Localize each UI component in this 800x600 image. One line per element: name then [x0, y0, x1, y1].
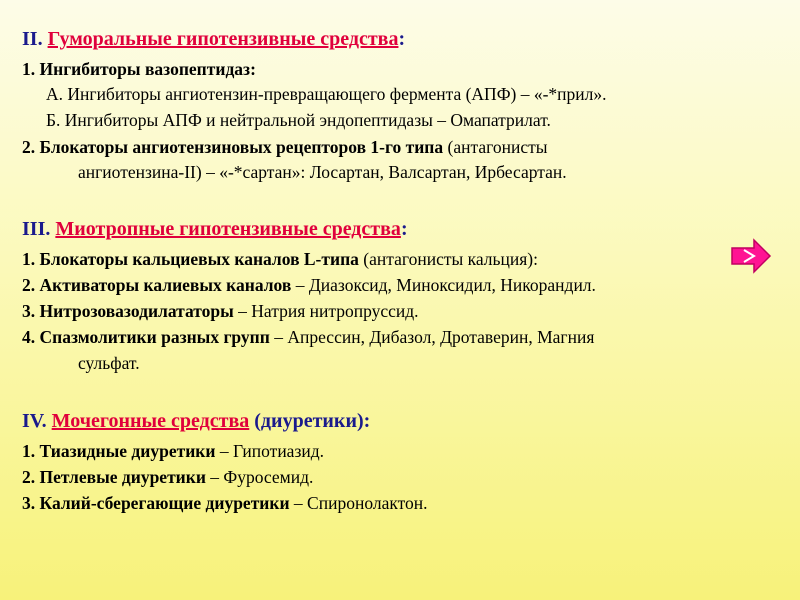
- section-2-roman: II.: [22, 28, 43, 50]
- section-4-item-3: [22, 492, 428, 514]
- section-2-colon: :: [398, 28, 406, 50]
- section-4-heading: [22, 410, 370, 432]
- section-3-item-1: [22, 248, 538, 270]
- section-4-roman: IV.: [22, 410, 47, 432]
- section-3-item-3: [22, 300, 419, 322]
- section-3-colon: :: [400, 218, 408, 240]
- section-3-item-4-text: – Апрессин, Дибазол, Дротаверин, Магния: [269, 327, 595, 347]
- section-2-item-1: [22, 58, 256, 80]
- section-4-paren: (диуретики):: [249, 410, 371, 432]
- section-3-title: Миотропные гипотензивные средства: [55, 218, 401, 240]
- section-2-item-2: [22, 136, 548, 158]
- section-2-item-1b: Б. Ингибиторы АПФ и нейтральной эндопептидазы – Омапатрилат.: [46, 110, 551, 130]
- section-2-item-2-cont: ангиотензина-II) – «-*сартан»: Лосартан, Валсартан, Ирбесартан.: [78, 162, 567, 182]
- section-4-title: Мочегонные средства: [51, 410, 250, 432]
- section-2-item-1-label: 1. Ингибиторы вазопептидаз:: [22, 59, 256, 79]
- section-2-item-2-text: (антагонисты: [443, 137, 548, 157]
- section-3-item-1-label: 1. Блокаторы кальциевых каналов L-типа: [22, 249, 359, 269]
- section-3-item-3-label: 3. Нитрозовазодилататоры: [22, 301, 234, 321]
- section-3-item-1-text: (антагонисты кальция):: [358, 249, 538, 269]
- section-2-item-2-label: 2. Блокаторы ангиотензиновых рецепторов 1-го типа: [22, 137, 444, 157]
- next-arrow-icon[interactable]: [730, 238, 772, 274]
- section-3-item-4-label: 4. Спазмолитики разных групп: [22, 327, 270, 347]
- section-4-item-1: [22, 440, 324, 462]
- section-4-item-3-label: 3. Калий-сберегающие диуретики: [22, 493, 290, 513]
- section-4-item-2: [22, 466, 313, 488]
- section-4-item-2-label: 2. Петлевые диуретики: [22, 467, 206, 487]
- section-2-heading: [22, 28, 405, 50]
- section-4-item-1-text: – Гипотиазид.: [215, 441, 325, 461]
- section-2-item-1a: А. Ингибиторы ангиотензин-превращающего фермента (АПФ) – «-*прил».: [46, 84, 607, 104]
- section-3-item-2-label: 2. Активаторы калиевых каналов: [22, 275, 292, 295]
- section-4-item-2-text: – Фуросемид.: [205, 467, 314, 487]
- section-3-item-4-cont: сульфат.: [78, 353, 140, 373]
- section-3-roman: III.: [22, 218, 51, 240]
- section-3-item-3-text: – Натрия нитропруссид.: [233, 301, 419, 321]
- section-3-heading: [22, 218, 408, 240]
- section-2-title: Гуморальные гипотензивные средства: [47, 28, 399, 50]
- section-4-item-1-label: 1. Тиазидные диуретики: [22, 441, 216, 461]
- section-3-item-2-text: – Диазоксид, Миноксидил, Никорандил.: [291, 275, 596, 295]
- section-3-item-2: [22, 274, 596, 296]
- section-4-item-3-text: – Спиронолактон.: [289, 493, 428, 513]
- section-3-item-4: [22, 326, 594, 348]
